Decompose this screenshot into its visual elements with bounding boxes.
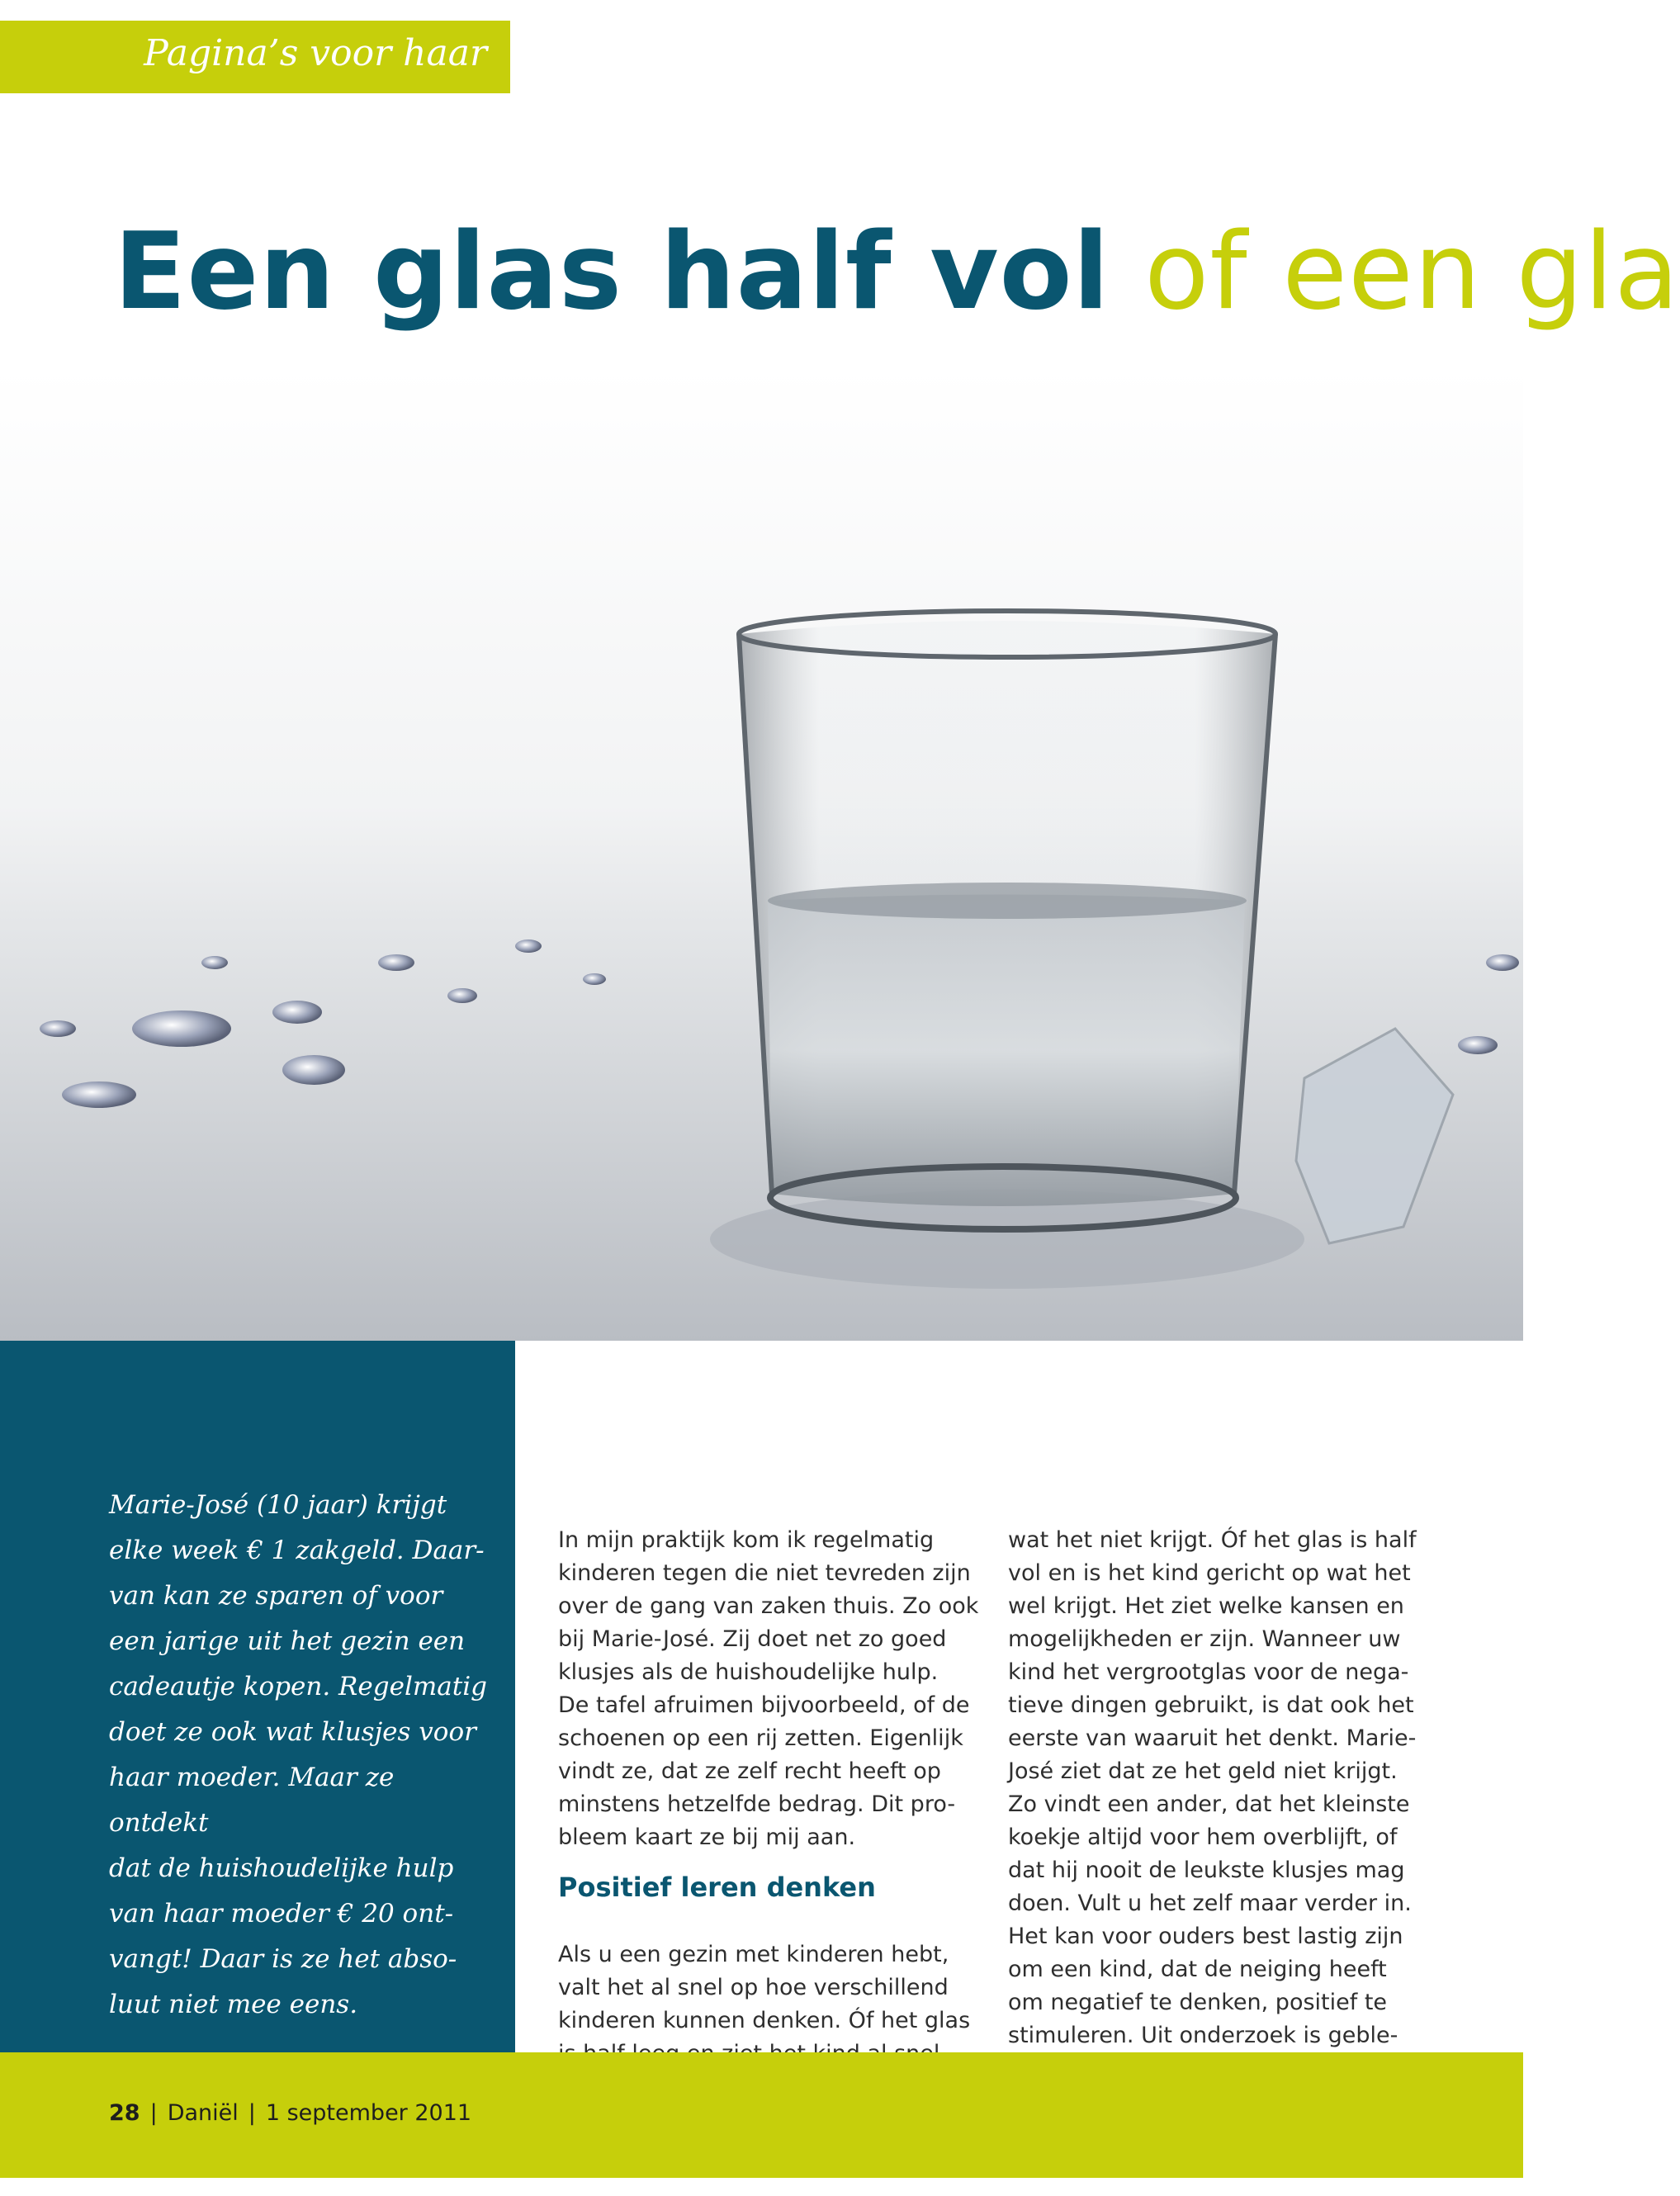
magazine-name: Daniël <box>167 2100 239 2126</box>
glass-of-water-icon <box>0 368 1523 1341</box>
footer-separator: | <box>248 2100 256 2126</box>
headline-light: of een gla <box>1144 211 1680 334</box>
body-paragraph: In mijn praktijk kom ik regelmatig kinderen tegen die niet tevreden zijn over de gang van zaken thuis. Zo ook bij Marie-José. Zij doet net zo goed klusjes als de huishoudelijke hulp. De tafel afruimen bijvoorbeeld, of de schoenen op een rij zetten. Eigenlijk vindt ze, dat ze zelf recht heeft op minstens hetzelfde bedrag. Dit pro- bleem kaart ze bij mij aan. <box>558 1527 979 1850</box>
issue-date: 1 september 2011 <box>265 2100 472 2126</box>
headline-strong: Een glas half vol <box>114 211 1110 334</box>
body-subheading: Positief leren denken <box>558 1872 876 1903</box>
article-photo <box>0 368 1523 1341</box>
page-number: 28 <box>109 2100 140 2126</box>
article-headline <box>114 211 1680 334</box>
footer-bar <box>0 2052 1523 2178</box>
body-column-2 <box>1008 1491 1437 2052</box>
intro-text: Marie-José (10 jaar) krijgt elke week € 1 zakgeld. Daar- van kan ze sparen of voor een jarige uit het gezin een cadeautje kopen. Regelmatig doet ze ook wat klusjes voor haar moeder. Maar ze ontdekt dat de huishoudelijke hulp van haar moeder € 20 ont- vangt! Daar is ze het abso- luut niet mee eens. <box>109 1490 487 2019</box>
footer-text <box>109 2100 471 2126</box>
body-column-1 <box>558 1491 987 2071</box>
body-paragraph: Als u een gezin met kinderen hebt, valt het al snel op hoe verschillend kinderen kunnen denken. Óf het glas <box>558 1942 971 2033</box>
footer-separator: | <box>149 2100 158 2126</box>
section-tab <box>0 21 510 93</box>
intro-box <box>0 1341 515 2052</box>
section-label: Pagina’s voor haar <box>144 32 487 74</box>
body-paragraph: wat het niet krijgt. Óf het glas is half vol en is het kind gericht op wat het wel krijgt. Het ziet welke kansen en mogelijkheden er zijn. Wanneer uw kind het vergrootglas voor de nega- tieve dingen gebruikt, is dat ook het eerste van waaruit het denkt. Marie- José ziet dat ze het geld niet krijgt. Zo vindt een ander, dat het kleinste koekje altijd voor hem overblijft, of dat hij nooit de leukste klusjes mag doen. Vult u het zelf maar verder in. Het kan voor ouders best lastig zijn om een kind, dat de neiging heeft om negatief te denken, positief te stimuleren. Uit onderzoek is geble- <box>1008 1527 1417 2048</box>
